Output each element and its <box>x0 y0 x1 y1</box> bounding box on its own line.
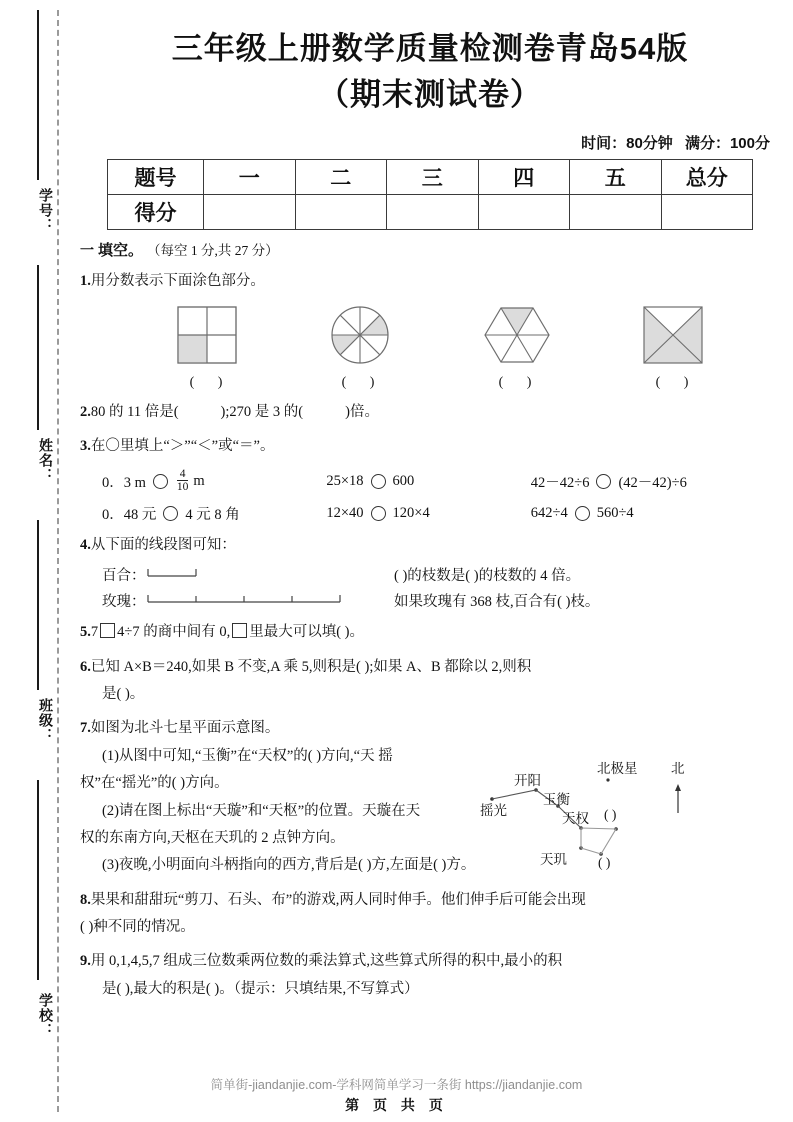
section-heading-1 <box>80 239 780 260</box>
question-text: 从下面的线段图可知： <box>90 536 236 553</box>
label-polaris: 北极星 <box>597 761 638 776</box>
circle-eighths-icon <box>327 304 393 366</box>
compare-left: 25×18 <box>326 472 364 489</box>
q7-part3[interactable]: (3)夜晚,小明面向斗柄指向的西方,背后是( )方,左面是( )方。 <box>102 857 476 874</box>
figure-answer-blank[interactable]: ( ) <box>341 375 385 391</box>
compare-circle-blank[interactable] <box>371 474 386 489</box>
fraction <box>177 468 189 493</box>
margin-rule <box>37 780 39 980</box>
compare-item <box>531 471 780 492</box>
square-quarters-icon <box>175 304 241 366</box>
segment-row-lily <box>102 564 780 585</box>
section-title: 填空。 <box>98 242 144 259</box>
compare-right: 120×4 <box>392 504 430 521</box>
page-title-line2: （期末测试卷） <box>318 76 542 112</box>
polaris-dot <box>606 778 609 781</box>
compare-left: 42－42÷6 <box>530 474 590 491</box>
question-number: 1. <box>80 272 91 289</box>
fraction-denominator: 10 <box>176 480 189 493</box>
q5-text-b: 4÷7 的商中间有 0, <box>117 624 231 641</box>
figure-square-diagonals-cell <box>641 304 707 391</box>
compare-right: 600 <box>392 472 415 489</box>
question-2 <box>80 400 780 425</box>
label-north: 北 <box>671 761 685 776</box>
compare-left: 12×40 <box>326 504 364 521</box>
section-number: 一 <box>80 243 94 259</box>
page-footer: 第 页 共 页 <box>345 1097 448 1113</box>
score-table-header-total: 总分 <box>661 159 753 194</box>
score-cell-4[interactable] <box>478 194 570 229</box>
compare-left: 0．48 元 <box>102 506 157 523</box>
q3-compare-row-2 <box>80 503 780 524</box>
score-cell-3[interactable] <box>387 194 479 229</box>
compare-left: 0．3 m <box>102 474 146 491</box>
question-number: 2. <box>80 404 91 421</box>
q6-line2[interactable]: 是( )。 <box>102 686 145 703</box>
score-cell-1[interactable] <box>204 194 296 229</box>
score-table-row-label: 得分 <box>108 194 204 229</box>
box-blank[interactable] <box>232 623 247 638</box>
table-row <box>108 159 753 194</box>
label-yaoguang: 摇光 <box>480 803 507 818</box>
segment-row-rose <box>102 590 780 611</box>
compare-circle-blank[interactable] <box>596 474 611 489</box>
figure-circle-eighths-cell <box>327 304 393 391</box>
compare-circle-blank[interactable] <box>163 506 178 521</box>
compare-circle-blank[interactable] <box>371 506 386 521</box>
question-number: 4. <box>80 536 91 553</box>
question-8 <box>80 888 780 941</box>
question-6 <box>80 655 780 708</box>
score-cell-total[interactable] <box>661 194 753 229</box>
q1-figure-row <box>80 304 780 391</box>
segment-label-lily: 百合： <box>102 568 146 585</box>
label-tianji: 天玑 <box>540 852 567 867</box>
table-row <box>108 194 753 229</box>
question-1 <box>80 269 780 294</box>
question-number: 9. <box>80 953 91 970</box>
margin-label-student-id: 学号： <box>38 188 54 233</box>
hexagon-sixths-icon <box>479 304 555 366</box>
question-text: 用分数表示下面涂色部分。 <box>90 272 265 289</box>
q9-line1: 用 0,1,4,5,7 组成三位数乘两位数的乘法算式,这些算式所得的积中,最小的积 <box>90 953 563 970</box>
question-text-c: )倍。 <box>345 404 379 421</box>
segment-bar-long-icon <box>146 591 346 605</box>
compare-right: 560÷4 <box>596 504 634 521</box>
segment-bar-short-icon <box>146 565 206 579</box>
compare-circle-blank[interactable] <box>575 506 590 521</box>
blank-tianshu[interactable]: ( ) <box>598 855 611 870</box>
compare-circle-blank[interactable] <box>153 474 168 489</box>
question-text: 如图为北斗七星平面示意图。 <box>90 720 280 737</box>
page-title-line1: 三年级上册数学质量检测卷青岛54版 <box>171 31 689 66</box>
figure-answer-blank[interactable]: ( ) <box>498 375 542 391</box>
compare-item <box>102 503 326 524</box>
question-number: 3. <box>80 438 91 455</box>
question-text: 在〇里填上“＞”“＜”或“＝”。 <box>90 438 275 455</box>
north-arrow-head <box>675 784 681 791</box>
q4-line1-text[interactable]: ( )的枝数是( )的枝数的 4 倍。 <box>394 568 581 585</box>
label-yuheng: 玉衡 <box>543 792 570 807</box>
q3-compare-row-1 <box>80 469 780 494</box>
question-9 <box>80 949 780 1002</box>
q6-line1[interactable]: 已知 A×B＝240,如果 B 不变,A 乘 5,则积是( );如果 A、B 都除以 2,则积 <box>90 658 532 675</box>
figure-hexagon-sixths-cell <box>479 304 555 391</box>
question-number: 6. <box>80 658 91 675</box>
question-text-a: 80 的 11 倍是( <box>90 404 179 421</box>
label-kaiyang: 开阳 <box>514 773 541 788</box>
compare-right: 4 元 8 角 <box>185 506 240 523</box>
score-cell-5[interactable] <box>570 194 662 229</box>
exam-meta <box>80 132 780 153</box>
question-number: 8. <box>80 891 91 908</box>
compare-right: m <box>193 472 205 489</box>
compare-right: (42－42)÷6 <box>618 474 687 491</box>
question-5 <box>80 620 780 645</box>
score-table-header-label: 题号 <box>108 159 204 194</box>
exam-content <box>80 0 780 1122</box>
exam-duration: 时间：80分钟 <box>581 134 673 152</box>
exam-total-score: 满分：100分 <box>684 134 770 152</box>
segment-bar-rose <box>146 591 394 610</box>
question-text-b: );270 是 3 的( <box>220 404 304 421</box>
margin-rule <box>37 265 39 430</box>
score-table-header-3: 三 <box>387 159 479 194</box>
compare-left: 642÷4 <box>530 504 568 521</box>
figure-answer-blank[interactable]: ( ) <box>655 375 699 391</box>
question-3 <box>80 434 780 459</box>
score-table-header-2: 二 <box>295 159 387 194</box>
margin-label-class: 班级： <box>38 698 54 743</box>
label-tianquan: 天权 <box>562 811 589 826</box>
q4-line2-text[interactable]: 如果玫瑰有 368 枝,百合有( )枝。 <box>394 594 600 611</box>
section-subtitle: （每空 1 分,共 27 分） <box>147 242 279 258</box>
margin-info-column <box>18 0 58 1122</box>
q7-part2-line2: 权的东南方向,天枢在天玑的 2 点钟方向。 <box>80 829 345 846</box>
blank-tianxuan[interactable]: ( ) <box>604 807 617 822</box>
q5-text-a: 7 <box>90 624 99 641</box>
margin-rule <box>37 520 39 690</box>
compare-item <box>326 505 530 522</box>
score-table-header-1: 一 <box>204 159 296 194</box>
compare-item <box>531 505 780 522</box>
q8-line1: 果果和甜甜玩“剪刀、石头、布”的游戏,两人同时伸手。他们伸手后可能会出现 <box>90 891 586 908</box>
q7-part2-line1: (2)请在图上标出“天璇”和“天枢”的位置。天璇在天 <box>102 802 421 819</box>
box-blank[interactable] <box>100 623 115 638</box>
segment-bar-lily <box>146 565 394 584</box>
score-table-header-5: 五 <box>570 159 662 194</box>
q8-line2[interactable]: ( )种不同的情况。 <box>80 919 195 936</box>
margin-label-name: 姓名： <box>38 438 54 483</box>
big-dipper-diagram <box>480 755 705 875</box>
q5-text-c[interactable]: 里最大可以填( )。 <box>249 624 365 641</box>
q7-part1-line2[interactable]: 权”在“摇光”的( )方向。 <box>80 775 229 792</box>
figure-square-quarters-cell <box>175 304 241 391</box>
q4-segment-diagram <box>80 564 780 611</box>
q9-line2[interactable]: 是( ),最大的积是( )。（提示：只填结果,不写算式） <box>102 980 419 997</box>
q7-part1-line1[interactable]: (1)从图中可知,“玉衡”在“天权”的( )方向,“天 摇 <box>102 747 393 764</box>
question-4 <box>80 533 780 558</box>
score-cell-2[interactable] <box>295 194 387 229</box>
segment-label-rose: 玫瑰： <box>102 594 146 611</box>
compare-item <box>326 473 530 490</box>
fraction-numerator: 4 <box>179 467 186 480</box>
square-diagonals-icon <box>641 304 707 366</box>
score-table-header-4: 四 <box>478 159 570 194</box>
question-number: 5. <box>80 624 91 641</box>
compare-item <box>102 469 326 494</box>
margin-rule <box>37 10 39 180</box>
watermark-text: 简单街-jiandanjie.com-学科网简单学习一条街 https://jiandanjie.com <box>210 1078 583 1092</box>
figure-answer-blank[interactable]: ( ) <box>189 375 233 391</box>
question-number: 7. <box>80 720 91 737</box>
margin-label-school: 学校： <box>38 993 54 1038</box>
score-table <box>107 159 753 230</box>
